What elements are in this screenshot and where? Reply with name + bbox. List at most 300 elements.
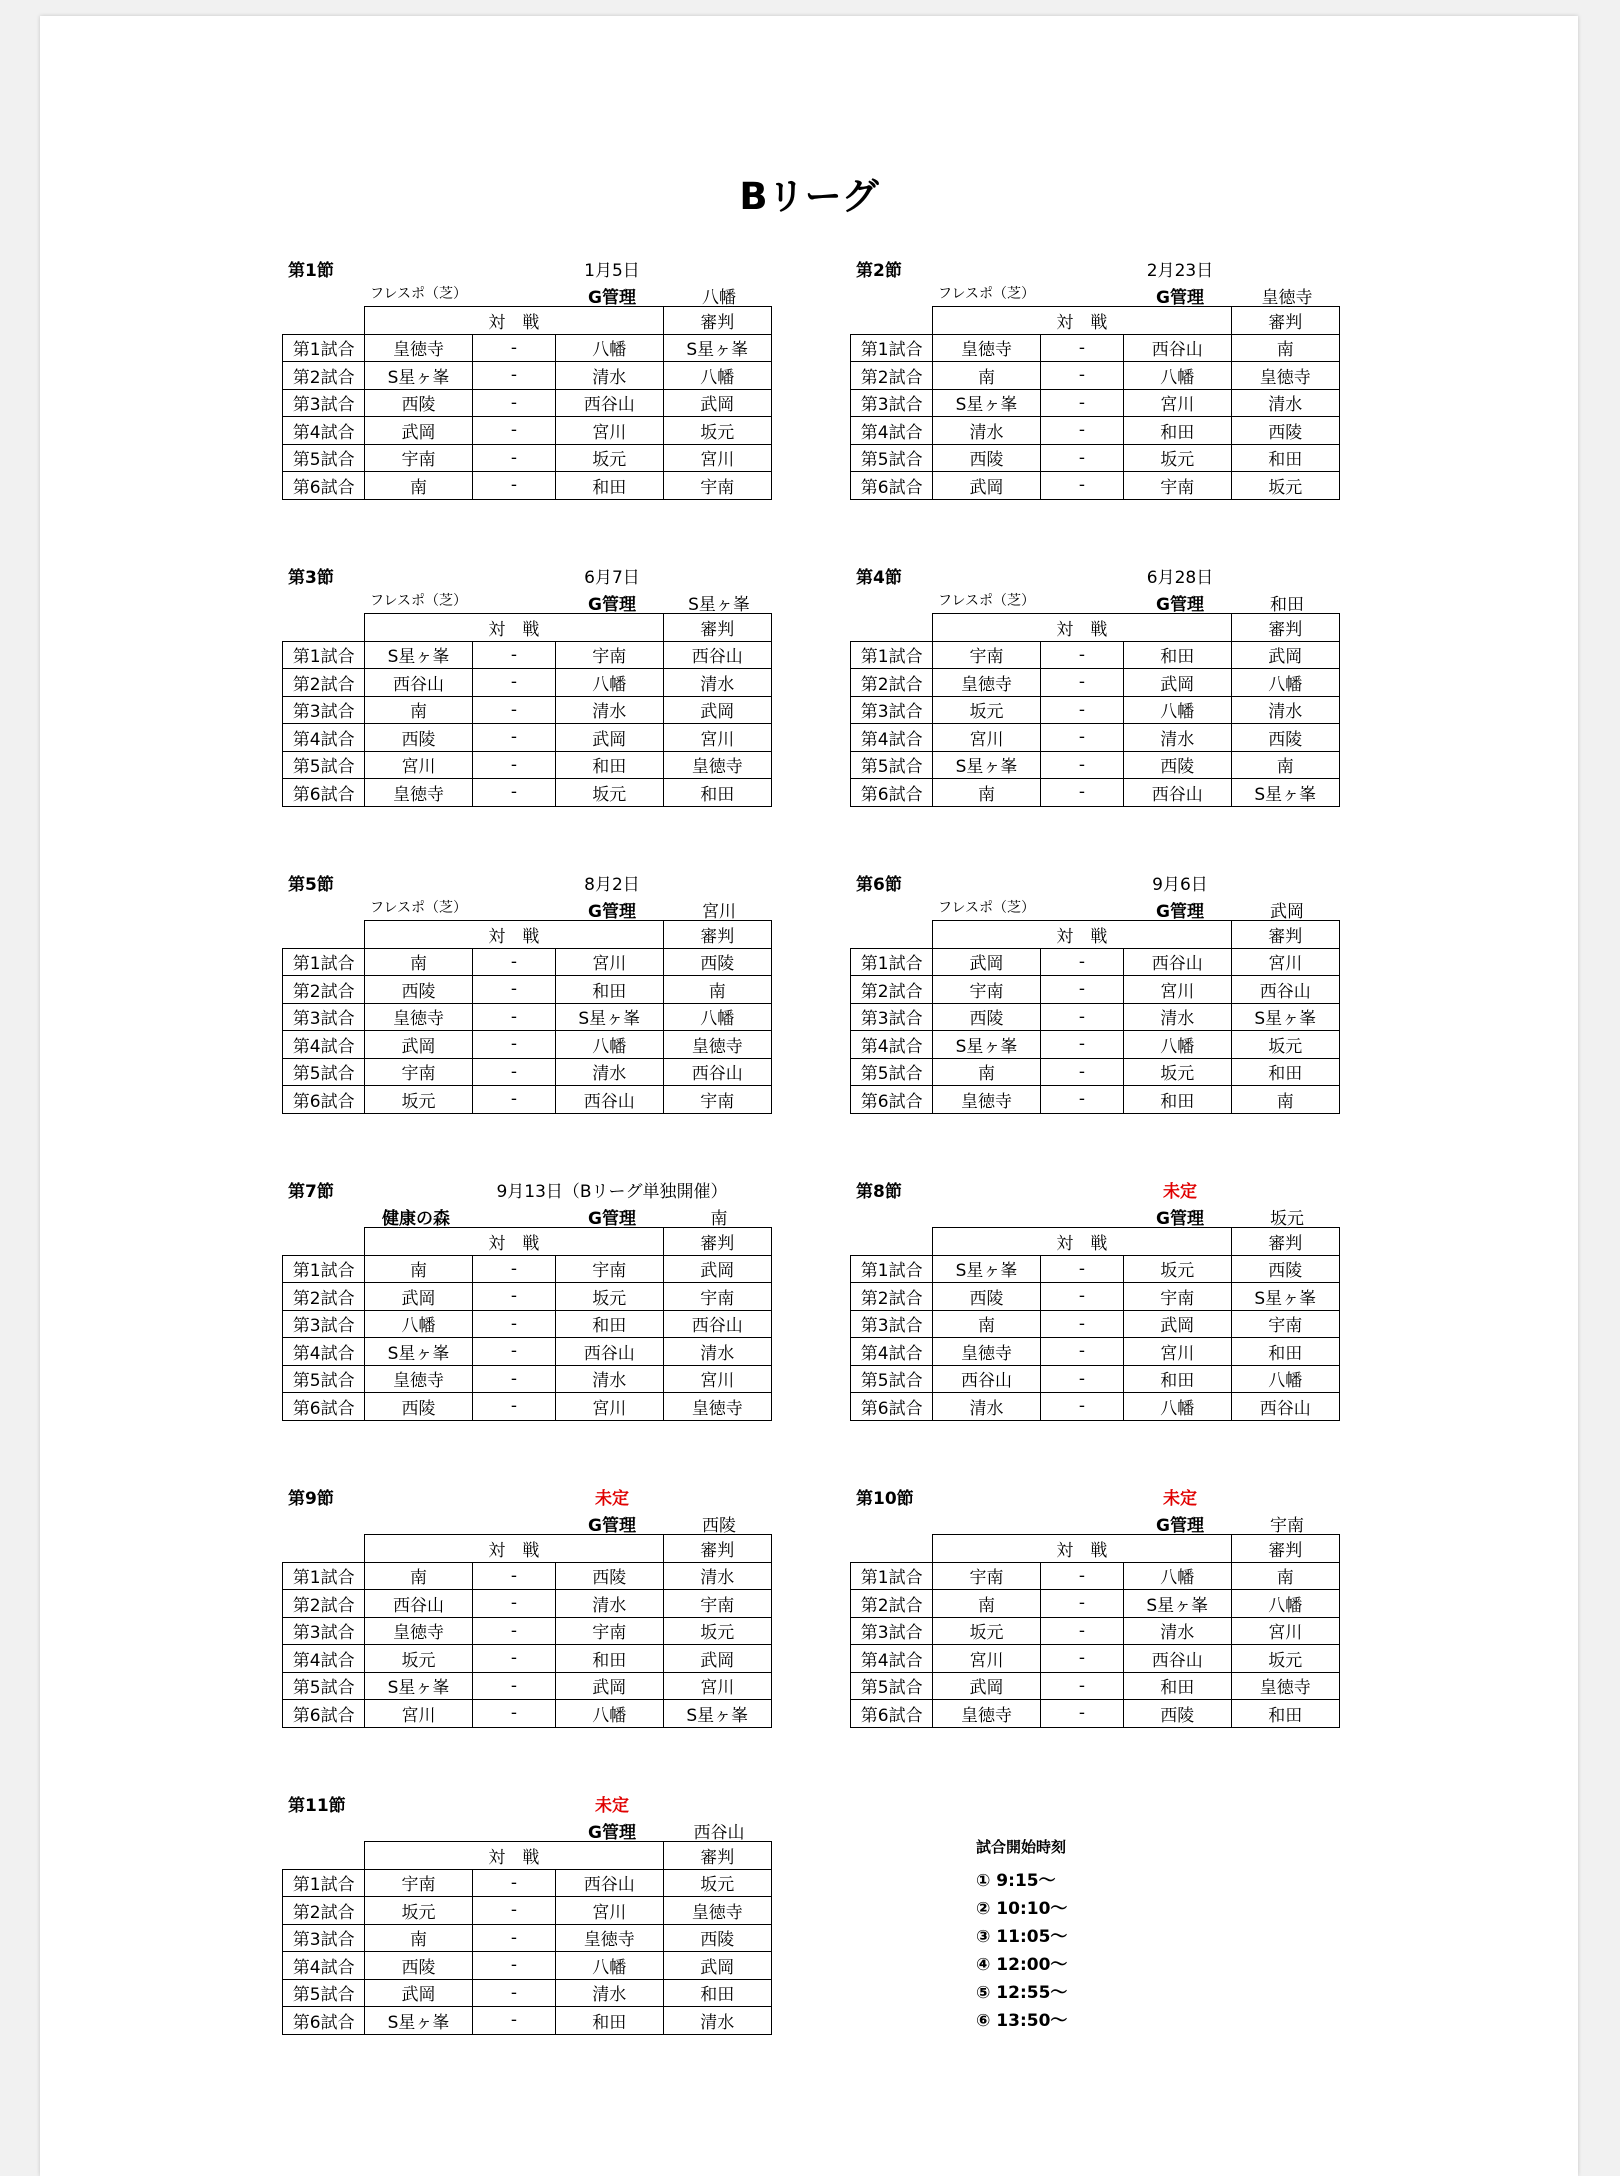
versus-dash: - [1040, 751, 1123, 779]
block-header [850, 250, 1342, 306]
referee-team: S星ヶ峯 [663, 1700, 771, 1728]
home-team: 西陵 [933, 444, 1040, 472]
away-team: 八幡 [556, 1700, 663, 1728]
referee-header: 審判 [663, 1535, 771, 1563]
match-number: 第6試合 [851, 1086, 933, 1114]
start-times-heading: 試合開始時刻 [976, 1838, 1067, 1856]
table-row [283, 1255, 772, 1283]
match-number: 第2試合 [283, 1897, 365, 1925]
match-number: 第6試合 [283, 779, 365, 807]
table-header-row [851, 1535, 1340, 1563]
away-team: 宮川 [556, 1393, 663, 1421]
versus-dash: - [472, 1869, 555, 1897]
away-team: S星ヶ峯 [556, 1003, 663, 1031]
venue-label: フレスポ（芝） [938, 900, 1036, 916]
referee-team: S星ヶ峯 [1231, 1283, 1339, 1311]
home-team: 南 [365, 696, 472, 724]
table-row [851, 334, 1340, 362]
table-row [283, 1086, 772, 1114]
empty-cell [283, 1228, 365, 1256]
table-row [283, 1672, 772, 1700]
table-row [283, 779, 772, 807]
home-team: S星ヶ峯 [365, 2007, 472, 2035]
away-team: 坂元 [556, 444, 663, 472]
start-time-item: ⑥ 13:50～ [976, 2011, 1068, 2031]
home-team: 皇徳寺 [933, 669, 1040, 697]
setsu-label: 第1節 [288, 261, 334, 281]
match-number: 第4試合 [851, 1338, 933, 1366]
match-number: 第6試合 [851, 1700, 933, 1728]
table-row [851, 669, 1340, 697]
away-team: 八幡 [556, 1952, 663, 1980]
away-team: 宇南 [556, 641, 663, 669]
away-team: 清水 [556, 1979, 663, 2007]
referee-team: 武岡 [1231, 641, 1339, 669]
away-team: 清水 [556, 1365, 663, 1393]
away-team: 八幡 [1124, 1562, 1231, 1590]
versus-dash: - [1040, 1590, 1123, 1618]
away-team: 八幡 [556, 1031, 663, 1059]
referee-team: 宮川 [663, 1365, 771, 1393]
versus-dash: - [1040, 1393, 1123, 1421]
block-header [850, 557, 1342, 613]
table-row [851, 1365, 1340, 1393]
table-row [851, 1645, 1340, 1673]
management-label: G管理 [588, 288, 636, 308]
schedule-table [282, 1227, 772, 1421]
match-number: 第3試合 [851, 1310, 933, 1338]
referee-team: S星ヶ峯 [1231, 779, 1339, 807]
match-number: 第1試合 [851, 1562, 933, 1590]
match-date: 2月23日 [1146, 261, 1214, 281]
management-label: G管理 [588, 1516, 636, 1536]
table-header-row [283, 921, 772, 949]
match-number: 第5試合 [851, 1365, 933, 1393]
home-team: 皇徳寺 [933, 334, 1040, 362]
setsu-label: 第5節 [288, 875, 334, 895]
referee-team: 南 [663, 976, 771, 1004]
home-team: 南 [365, 1255, 472, 1283]
home-team: S星ヶ峯 [365, 1338, 472, 1366]
home-team: 坂元 [933, 696, 1040, 724]
match-number: 第4試合 [283, 1952, 365, 1980]
venue-label: フレスポ（芝） [370, 593, 468, 609]
management-team: 宇南 [1270, 1516, 1304, 1536]
empty-cell [851, 1535, 933, 1563]
management-label: G管理 [588, 902, 636, 922]
versus-dash: - [472, 1086, 555, 1114]
away-team: 和田 [556, 472, 663, 500]
match-number: 第4試合 [283, 417, 365, 445]
versus-dash: - [472, 334, 555, 362]
referee-team: 皇徳寺 [663, 1393, 771, 1421]
table-row [851, 1617, 1340, 1645]
referee-header: 審判 [1231, 614, 1339, 642]
management-team: 南 [710, 1209, 728, 1229]
versus-dash: - [472, 1645, 555, 1673]
management-label: G管理 [1156, 595, 1204, 615]
match-number: 第3試合 [851, 389, 933, 417]
versus-dash: - [1040, 362, 1123, 390]
versus-dash: - [1040, 1310, 1123, 1338]
setsu-label: 第9節 [288, 1489, 334, 1509]
home-team: 武岡 [365, 1031, 472, 1059]
home-team: S星ヶ峯 [933, 1255, 1040, 1283]
referee-team: 武岡 [663, 1645, 771, 1673]
table-row [283, 2007, 772, 2035]
management-label: G管理 [1156, 1516, 1204, 1536]
match-number: 第1試合 [851, 948, 933, 976]
home-team: 宮川 [933, 1645, 1040, 1673]
referee-team: 西陵 [1231, 417, 1339, 445]
home-team: 武岡 [933, 472, 1040, 500]
match-date: 1月5日 [584, 261, 640, 281]
table-row [851, 1672, 1340, 1700]
home-team: 南 [365, 1924, 472, 1952]
home-team: 皇徳寺 [933, 1338, 1040, 1366]
away-team: 坂元 [1124, 1255, 1231, 1283]
match-date: 6月7日 [584, 568, 640, 588]
match-date: 8月2日 [584, 875, 640, 895]
versus-dash: - [472, 1255, 555, 1283]
match-number: 第4試合 [283, 1031, 365, 1059]
table-header-row [851, 921, 1340, 949]
away-team: 清水 [556, 1590, 663, 1618]
away-team: 西陵 [1124, 1700, 1231, 1728]
away-team: 宮川 [1124, 1338, 1231, 1366]
referee-team: 清水 [663, 2007, 771, 2035]
referee-team: 宮川 [663, 444, 771, 472]
match-number: 第3試合 [283, 696, 365, 724]
home-team: 西陵 [365, 1952, 472, 1980]
table-row [283, 1310, 772, 1338]
referee-team: 宇南 [663, 1086, 771, 1114]
schedule-table [282, 920, 772, 1114]
versus-dash: - [472, 1393, 555, 1421]
versus-dash: - [1040, 334, 1123, 362]
versus-dash: - [1040, 1086, 1123, 1114]
block-header [850, 1171, 1342, 1227]
home-team: 南 [365, 1562, 472, 1590]
matchup-header: 対 戦 [365, 1228, 663, 1256]
match-number: 第4試合 [851, 1031, 933, 1059]
referee-header: 審判 [1231, 1228, 1339, 1256]
table-row [851, 948, 1340, 976]
table-header-row [283, 614, 772, 642]
away-team: 坂元 [1124, 1058, 1231, 1086]
table-row [851, 362, 1340, 390]
schedule-block [850, 1478, 1342, 1728]
start-time-item: ③ 11:05～ [976, 1927, 1068, 1947]
table-row [851, 1590, 1340, 1618]
away-team: 八幡 [1124, 362, 1231, 390]
schedule-table [282, 306, 772, 500]
away-team: 西谷山 [556, 1338, 663, 1366]
referee-team: 武岡 [663, 696, 771, 724]
match-number: 第3試合 [283, 389, 365, 417]
setsu-label: 第2節 [856, 261, 902, 281]
away-team: 宮川 [556, 417, 663, 445]
start-time-item: ⑤ 12:55～ [976, 1983, 1068, 2003]
home-team: 坂元 [365, 1645, 472, 1673]
versus-dash: - [1040, 1003, 1123, 1031]
table-row [283, 641, 772, 669]
table-row [283, 334, 772, 362]
away-team: 宇南 [556, 1617, 663, 1645]
referee-team: 武岡 [663, 1952, 771, 1980]
venue-label: フレスポ（芝） [370, 286, 468, 302]
setsu-label: 第4節 [856, 568, 902, 588]
away-team: 西谷山 [1124, 334, 1231, 362]
table-row [283, 1283, 772, 1311]
empty-cell [283, 1535, 365, 1563]
away-team: 和田 [1124, 641, 1231, 669]
referee-team: 坂元 [1231, 1645, 1339, 1673]
match-number: 第2試合 [851, 362, 933, 390]
versus-dash: - [1040, 1283, 1123, 1311]
match-number: 第5試合 [283, 1058, 365, 1086]
management-team: S星ヶ峯 [688, 595, 750, 615]
matchup-header: 対 戦 [365, 1842, 663, 1870]
versus-dash: - [1040, 976, 1123, 1004]
table-row [851, 1310, 1340, 1338]
versus-dash: - [1040, 724, 1123, 752]
match-number: 第4試合 [283, 724, 365, 752]
referee-team: 宇南 [663, 1590, 771, 1618]
home-team: 宮川 [933, 724, 1040, 752]
table-row [851, 389, 1340, 417]
referee-team: 坂元 [663, 1617, 771, 1645]
versus-dash: - [472, 362, 555, 390]
referee-team: 宮川 [663, 1672, 771, 1700]
away-team: 清水 [556, 696, 663, 724]
referee-team: 八幡 [1231, 1365, 1339, 1393]
match-date: 未定 [595, 1489, 629, 1509]
away-team: 宇南 [1124, 1283, 1231, 1311]
block-header [282, 557, 774, 613]
match-number: 第6試合 [851, 779, 933, 807]
versus-dash: - [1040, 444, 1123, 472]
start-time-item: ② 10:10～ [976, 1899, 1068, 1919]
table-row [851, 417, 1340, 445]
away-team: 宇南 [556, 1255, 663, 1283]
table-row [851, 1058, 1340, 1086]
match-number: 第2試合 [283, 669, 365, 697]
versus-dash: - [1040, 1700, 1123, 1728]
table-row [283, 948, 772, 976]
match-number: 第3試合 [851, 696, 933, 724]
match-number: 第6試合 [283, 2007, 365, 2035]
referee-team: 清水 [663, 1338, 771, 1366]
empty-cell [283, 614, 365, 642]
away-team: 坂元 [556, 779, 663, 807]
versus-dash: - [1040, 1031, 1123, 1059]
referee-team: 西谷山 [1231, 976, 1339, 1004]
home-team: 南 [933, 779, 1040, 807]
home-team: 坂元 [933, 1617, 1040, 1645]
table-row [851, 724, 1340, 752]
referee-team: 西谷山 [663, 1058, 771, 1086]
venue-label: フレスポ（芝） [938, 593, 1036, 609]
away-team: 武岡 [556, 724, 663, 752]
away-team: 八幡 [1124, 696, 1231, 724]
management-label: G管理 [1156, 288, 1204, 308]
table-row [283, 1979, 772, 2007]
match-date: 9月6日 [1152, 875, 1208, 895]
away-team: 西陵 [556, 1562, 663, 1590]
matchup-header: 対 戦 [365, 921, 663, 949]
match-number: 第3試合 [283, 1924, 365, 1952]
referee-team: 皇徳寺 [663, 1031, 771, 1059]
table-row [283, 362, 772, 390]
versus-dash: - [1040, 472, 1123, 500]
match-number: 第2試合 [283, 1283, 365, 1311]
referee-header: 審判 [663, 1842, 771, 1870]
referee-team: 南 [1231, 1086, 1339, 1114]
referee-team: 宮川 [1231, 948, 1339, 976]
home-team: 宇南 [365, 1869, 472, 1897]
away-team: 西谷山 [1124, 1645, 1231, 1673]
referee-team: 宇南 [663, 472, 771, 500]
versus-dash: - [472, 444, 555, 472]
schedule-table [850, 613, 1340, 807]
referee-team: 和田 [1231, 444, 1339, 472]
home-team: 皇徳寺 [365, 334, 472, 362]
schedule-table [282, 1841, 772, 2035]
setsu-label: 第6節 [856, 875, 902, 895]
match-number: 第5試合 [851, 751, 933, 779]
referee-team: S星ヶ峯 [1231, 1003, 1339, 1031]
away-team: 和田 [1124, 1672, 1231, 1700]
referee-team: 皇徳寺 [663, 1897, 771, 1925]
away-team: 和田 [1124, 1086, 1231, 1114]
home-team: 宇南 [933, 1562, 1040, 1590]
match-number: 第6試合 [283, 1393, 365, 1421]
match-number: 第5試合 [851, 1058, 933, 1086]
versus-dash: - [472, 417, 555, 445]
match-number: 第4試合 [851, 417, 933, 445]
away-team: 宮川 [1124, 389, 1231, 417]
versus-dash: - [472, 1310, 555, 1338]
home-team: 西陵 [365, 724, 472, 752]
home-team: S星ヶ峯 [365, 1672, 472, 1700]
match-number: 第1試合 [283, 1562, 365, 1590]
versus-dash: - [1040, 1058, 1123, 1086]
matchup-header: 対 戦 [365, 614, 663, 642]
home-team: 皇徳寺 [933, 1086, 1040, 1114]
referee-team: 皇徳寺 [1231, 1672, 1339, 1700]
table-row [283, 751, 772, 779]
home-team: 宮川 [365, 751, 472, 779]
referee-team: 西陵 [663, 1924, 771, 1952]
home-team: 西陵 [933, 1283, 1040, 1311]
versus-dash: - [1040, 1255, 1123, 1283]
versus-dash: - [1040, 779, 1123, 807]
home-team: 坂元 [365, 1897, 472, 1925]
table-row [283, 724, 772, 752]
table-row [283, 1869, 772, 1897]
referee-header: 審判 [663, 921, 771, 949]
table-row [851, 1283, 1340, 1311]
match-number: 第2試合 [851, 669, 933, 697]
match-number: 第6試合 [283, 472, 365, 500]
match-number: 第4試合 [283, 1645, 365, 1673]
away-team: 坂元 [1124, 444, 1231, 472]
versus-dash: - [472, 696, 555, 724]
away-team: 清水 [1124, 724, 1231, 752]
home-team: 皇徳寺 [365, 1617, 472, 1645]
matchup-header: 対 戦 [933, 1535, 1231, 1563]
home-team: 宇南 [365, 1058, 472, 1086]
schedule-block [282, 1785, 774, 2035]
empty-cell [851, 307, 933, 335]
setsu-label: 第8節 [856, 1182, 902, 1202]
versus-dash: - [1040, 417, 1123, 445]
schedule-block [850, 250, 1342, 500]
match-number: 第3試合 [851, 1003, 933, 1031]
away-team: 和田 [1124, 417, 1231, 445]
match-number: 第1試合 [283, 641, 365, 669]
management-team: 皇徳寺 [1261, 288, 1313, 308]
home-team: 坂元 [365, 1086, 472, 1114]
table-row [851, 696, 1340, 724]
management-label: G管理 [588, 1209, 636, 1229]
referee-header: 審判 [663, 614, 771, 642]
setsu-label: 第11節 [288, 1796, 346, 1816]
table-row [283, 696, 772, 724]
referee-header: 審判 [1231, 921, 1339, 949]
home-team: 武岡 [365, 417, 472, 445]
versus-dash: - [472, 1031, 555, 1059]
table-row [283, 1031, 772, 1059]
management-team: 坂元 [1270, 1209, 1304, 1229]
versus-dash: - [1040, 1672, 1123, 1700]
home-team: 清水 [933, 417, 1040, 445]
away-team: 和田 [556, 1310, 663, 1338]
match-number: 第5試合 [851, 1672, 933, 1700]
match-number: 第3試合 [283, 1617, 365, 1645]
management-team: 西谷山 [693, 1823, 745, 1843]
away-team: 宮川 [1124, 976, 1231, 1004]
match-number: 第1試合 [851, 1255, 933, 1283]
table-row [283, 444, 772, 472]
away-team: 八幡 [1124, 1393, 1231, 1421]
home-team: 皇徳寺 [933, 1700, 1040, 1728]
schedule-block [850, 1171, 1342, 1421]
table-row [851, 1700, 1340, 1728]
away-team: 清水 [1124, 1003, 1231, 1031]
home-team: 皇徳寺 [365, 779, 472, 807]
table-row [851, 1393, 1340, 1421]
away-team: 西谷山 [556, 389, 663, 417]
setsu-label: 第3節 [288, 568, 334, 588]
home-team: 皇徳寺 [365, 1003, 472, 1031]
referee-team: 坂元 [663, 417, 771, 445]
referee-team: 南 [1231, 751, 1339, 779]
home-team: 宇南 [365, 444, 472, 472]
management-label: G管理 [588, 595, 636, 615]
schedule-table [850, 306, 1340, 500]
table-row [283, 472, 772, 500]
empty-cell [283, 921, 365, 949]
table-row [851, 641, 1340, 669]
away-team: 八幡 [556, 669, 663, 697]
match-date: 未定 [1163, 1182, 1197, 1202]
table-header-row [283, 1535, 772, 1563]
management-label: G管理 [1156, 1209, 1204, 1229]
match-date: 6月28日 [1146, 568, 1214, 588]
match-number: 第1試合 [283, 1255, 365, 1283]
